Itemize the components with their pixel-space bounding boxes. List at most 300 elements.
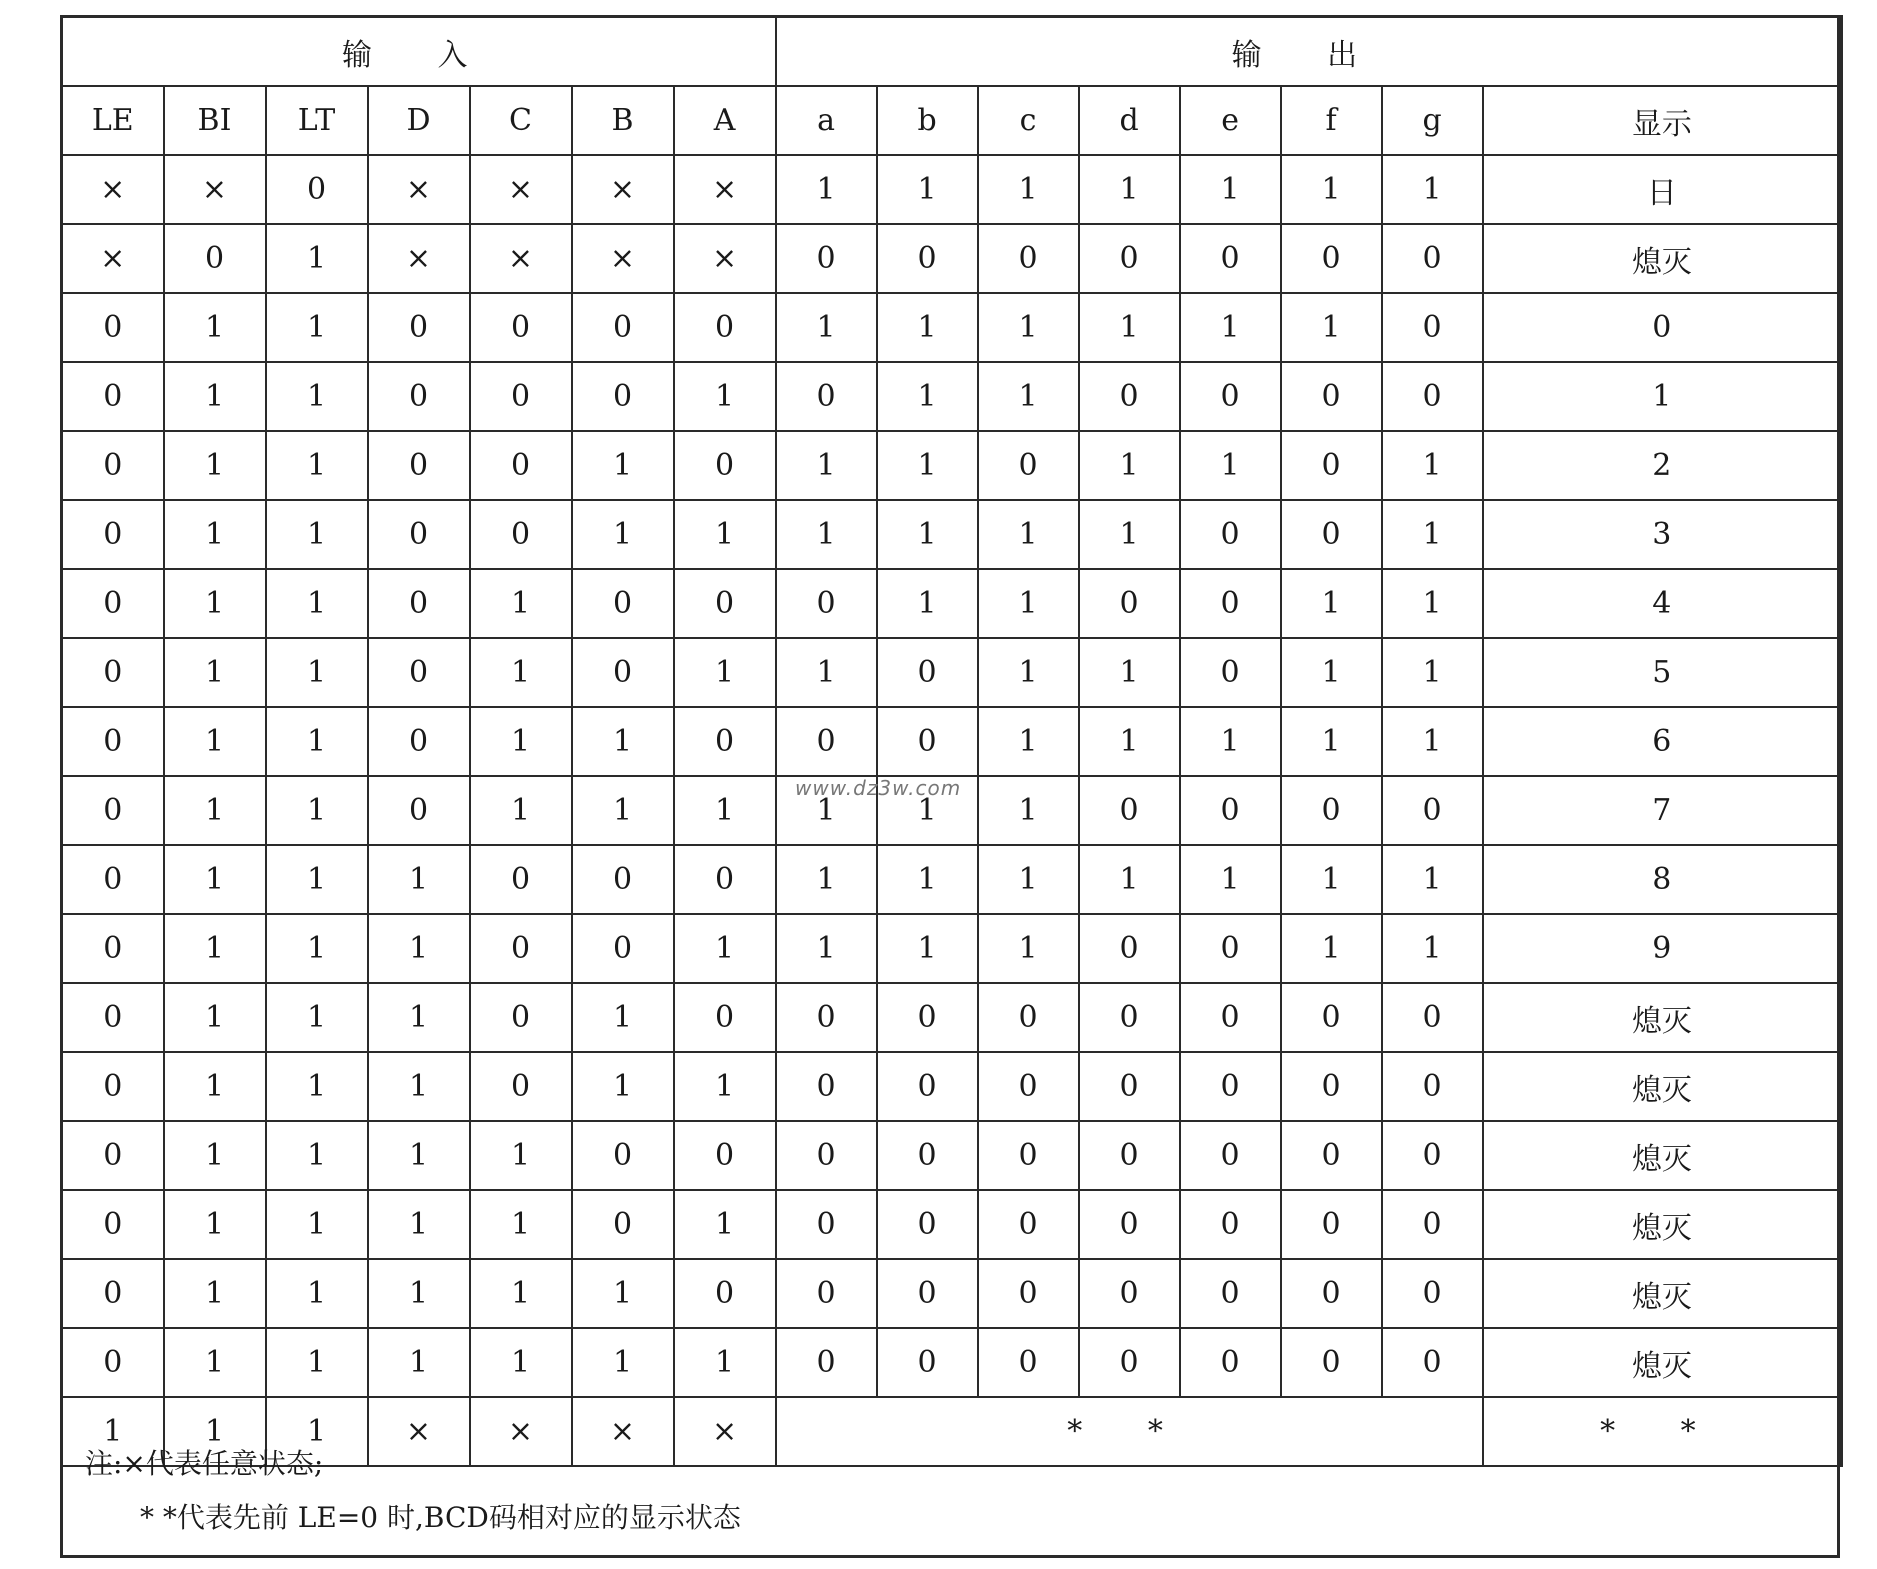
output-cell: 0	[978, 1328, 1079, 1397]
output-cell: 0	[1281, 431, 1382, 500]
output-cell: 1	[978, 638, 1079, 707]
note-line-1: 注:×代表任意状态;	[85, 1447, 324, 1480]
input-cell: ×	[572, 155, 674, 224]
input-cell: 1	[572, 983, 674, 1052]
input-cell: ×	[62, 155, 164, 224]
output-cell: 0	[1281, 1190, 1382, 1259]
input-cell: ×	[572, 224, 674, 293]
output-cell: 1	[978, 293, 1079, 362]
note-line-2: * *代表先前 LE=0 时,BCD码相对应的显示状态	[140, 1501, 741, 1534]
output-cell: 0	[1079, 224, 1180, 293]
input-cell: 0	[62, 431, 164, 500]
input-cell: 1	[164, 845, 266, 914]
output-cell: 1	[877, 500, 978, 569]
table-row	[62, 1190, 1842, 1259]
output-cell: 0	[1180, 1052, 1281, 1121]
display-cell: 熄灭	[1483, 983, 1842, 1052]
input-cell: 1	[164, 431, 266, 500]
input-cell: 1	[164, 707, 266, 776]
input-cell: 0	[368, 707, 470, 776]
input-cell: 1	[62, 1397, 164, 1466]
display-cell: 3	[1483, 500, 1842, 569]
output-cell: 1	[1079, 500, 1180, 569]
output-cell: 0	[877, 1052, 978, 1121]
display-cell: 日	[1483, 155, 1842, 224]
input-cell: 0	[62, 983, 164, 1052]
input-cell: 0	[62, 362, 164, 431]
input-cell: ×	[368, 155, 470, 224]
output-cell: 0	[1281, 500, 1382, 569]
input-cell: 0	[470, 293, 572, 362]
input-cell: 1	[674, 500, 776, 569]
output-cell: 1	[1281, 155, 1382, 224]
output-cell: 0	[1079, 1121, 1180, 1190]
input-cell: 0	[470, 845, 572, 914]
output-cell: 0	[877, 983, 978, 1052]
output-column-header: b	[877, 86, 978, 155]
output-cell: 0	[1180, 224, 1281, 293]
output-cell: 1	[1079, 845, 1180, 914]
input-cell: 1	[368, 1121, 470, 1190]
watermark-text: www.dz3w.com	[795, 776, 962, 800]
input-cell: 1	[470, 776, 572, 845]
input-cell: 1	[266, 707, 368, 776]
input-cell: 1	[266, 914, 368, 983]
display-cell: 熄灭	[1483, 1052, 1842, 1121]
output-cell: 0	[1180, 1190, 1281, 1259]
output-cell: 1	[776, 500, 877, 569]
input-cell: 1	[164, 362, 266, 431]
table-row	[62, 845, 1842, 914]
input-cell: 0	[470, 983, 572, 1052]
input-cell: 1	[368, 983, 470, 1052]
input-cell: 0	[572, 638, 674, 707]
input-cell: 0	[470, 914, 572, 983]
input-cell: 0	[674, 293, 776, 362]
table-row	[62, 224, 1842, 293]
output-cell: 0	[1180, 914, 1281, 983]
input-cell: 1	[266, 1052, 368, 1121]
output-cell: 1	[877, 155, 978, 224]
output-cell: 0	[1281, 1328, 1382, 1397]
display-cell: 7	[1483, 776, 1842, 845]
output-cell: 0	[776, 1121, 877, 1190]
output-cell: 1	[1382, 845, 1483, 914]
input-cell: 1	[164, 1328, 266, 1397]
input-cell: 1	[470, 1121, 572, 1190]
input-cell: 0	[674, 431, 776, 500]
table-row	[62, 983, 1842, 1052]
input-cell: 1	[368, 845, 470, 914]
output-cell: 1	[1382, 914, 1483, 983]
output-cell: 1	[1382, 569, 1483, 638]
output-cell: 1	[1180, 845, 1281, 914]
input-column-header: C	[470, 86, 572, 155]
output-column-header: g	[1382, 86, 1483, 155]
output-cell: 1	[1382, 707, 1483, 776]
input-column-header: D	[368, 86, 470, 155]
output-cell: 1	[776, 776, 877, 845]
output-cell: 0	[877, 224, 978, 293]
display-cell: 6	[1483, 707, 1842, 776]
input-column-header: LE	[62, 86, 164, 155]
input-cell: 1	[674, 1052, 776, 1121]
input-cell: 0	[62, 638, 164, 707]
input-cell: 1	[572, 1328, 674, 1397]
input-cell: 1	[368, 1328, 470, 1397]
output-cell: 0	[1281, 1121, 1382, 1190]
table-row	[62, 431, 1842, 500]
output-cell: 0	[1079, 1190, 1180, 1259]
output-cell: 1	[978, 914, 1079, 983]
output-cell: 1	[877, 362, 978, 431]
input-cell: 1	[674, 638, 776, 707]
output-cell: 1	[776, 638, 877, 707]
output-cell: 1	[776, 845, 877, 914]
output-cell: 1	[1180, 707, 1281, 776]
output-cell: 1	[1079, 293, 1180, 362]
output-cell: 0	[877, 1121, 978, 1190]
output-cell: 1	[877, 914, 978, 983]
display-cell: 2	[1483, 431, 1842, 500]
input-cell: 1	[266, 293, 368, 362]
input-cell: 1	[368, 1190, 470, 1259]
display-cell: 熄灭	[1483, 1259, 1842, 1328]
output-cell: 1	[877, 431, 978, 500]
output-cell: 0	[776, 362, 877, 431]
output-cell: 1	[1180, 155, 1281, 224]
input-cell: 1	[674, 776, 776, 845]
input-cell: 0	[368, 293, 470, 362]
output-cell: 0	[978, 983, 1079, 1052]
output-cell: 0	[978, 431, 1079, 500]
display-cell: 熄灭	[1483, 1121, 1842, 1190]
output-cell: 0	[1382, 1121, 1483, 1190]
column-header-row	[62, 86, 1842, 155]
output-cell: 0	[1281, 1052, 1382, 1121]
input-cell: 0	[368, 362, 470, 431]
output-cell: 0	[1180, 500, 1281, 569]
input-column-header: B	[572, 86, 674, 155]
input-cell: 0	[368, 569, 470, 638]
input-cell: 1	[368, 1052, 470, 1121]
output-cell: 0	[877, 1190, 978, 1259]
display-cell: 熄灭	[1483, 224, 1842, 293]
output-cell: 1	[1079, 638, 1180, 707]
output-cell: 0	[1180, 983, 1281, 1052]
input-cell: ×	[62, 224, 164, 293]
input-cell: 0	[572, 845, 674, 914]
input-cell: 0	[368, 776, 470, 845]
input-cell: 1	[164, 914, 266, 983]
group-header-row	[62, 17, 1842, 87]
output-cell: 0	[1281, 362, 1382, 431]
table-row	[62, 1259, 1842, 1328]
input-cell: 1	[266, 569, 368, 638]
input-cell: 1	[266, 1121, 368, 1190]
output-cell: 1	[776, 293, 877, 362]
output-column-header: f	[1281, 86, 1382, 155]
input-cell: 1	[572, 500, 674, 569]
output-cell: 0	[1079, 569, 1180, 638]
output-cell: 1	[1281, 914, 1382, 983]
input-cell: 1	[266, 362, 368, 431]
output-cell: 1	[1079, 431, 1180, 500]
output-cell: 1	[1382, 431, 1483, 500]
input-cell: 0	[62, 500, 164, 569]
output-column-header: e	[1180, 86, 1281, 155]
input-cell: 1	[572, 431, 674, 500]
input-cell: 1	[266, 224, 368, 293]
output-cell: 1	[877, 569, 978, 638]
input-cell: 0	[470, 1052, 572, 1121]
output-cell: 0	[1079, 1259, 1180, 1328]
input-cell: 1	[266, 1190, 368, 1259]
input-cell: 1	[572, 776, 674, 845]
input-cell: ×	[368, 1397, 470, 1466]
input-cell: 1	[674, 362, 776, 431]
input-cell: 1	[470, 569, 572, 638]
input-cell: 0	[470, 362, 572, 431]
input-cell: 1	[572, 1052, 674, 1121]
input-cell: 1	[164, 569, 266, 638]
input-cell: 0	[572, 914, 674, 983]
input-cell: 0	[572, 293, 674, 362]
output-cell: 0	[1382, 1190, 1483, 1259]
output-cell: 0	[1079, 1052, 1180, 1121]
display-cell: * *	[1483, 1397, 1842, 1466]
input-cell: 0	[572, 1121, 674, 1190]
input-cell: ×	[674, 1397, 776, 1466]
output-cell: 0	[776, 224, 877, 293]
input-cell: ×	[572, 1397, 674, 1466]
input-cell: 0	[572, 569, 674, 638]
output-cell: 0	[1180, 569, 1281, 638]
input-cell: 0	[62, 845, 164, 914]
output-cell: 1	[877, 776, 978, 845]
input-cell: 1	[266, 776, 368, 845]
table-row	[62, 293, 1842, 362]
output-cell: 0	[1079, 776, 1180, 845]
output-cell: 0	[1180, 1259, 1281, 1328]
output-cell: 1	[1382, 638, 1483, 707]
output-cell: 1	[877, 845, 978, 914]
input-cell: 1	[368, 914, 470, 983]
input-cell: 0	[164, 224, 266, 293]
input-column-header: A	[674, 86, 776, 155]
output-cell: 0	[978, 1190, 1079, 1259]
output-cell: 1	[1281, 845, 1382, 914]
output-cell: 0	[1180, 638, 1281, 707]
display-cell: 0	[1483, 293, 1842, 362]
table-row	[62, 569, 1842, 638]
output-cell: 1	[776, 431, 877, 500]
table-row	[62, 1121, 1842, 1190]
table-row	[62, 707, 1842, 776]
input-cell: 1	[266, 431, 368, 500]
output-cell: 1	[978, 362, 1079, 431]
input-cell: 0	[368, 431, 470, 500]
output-column-header: a	[776, 86, 877, 155]
input-cell: 1	[164, 1121, 266, 1190]
output-cell: 0	[1382, 1052, 1483, 1121]
input-cell: 1	[572, 1259, 674, 1328]
output-cell: 0	[877, 1328, 978, 1397]
output-cell: 0	[1382, 362, 1483, 431]
output-cell: 1	[978, 707, 1079, 776]
output-cell: 0	[978, 1052, 1079, 1121]
output-group-header: 输 出	[776, 17, 1842, 87]
input-cell: 1	[470, 1259, 572, 1328]
output-cell: 0	[1180, 362, 1281, 431]
input-column-header: LT	[266, 86, 368, 155]
input-cell: 0	[62, 776, 164, 845]
table-row	[62, 1052, 1842, 1121]
input-cell: 0	[62, 1190, 164, 1259]
input-cell: ×	[674, 224, 776, 293]
output-cell: 0	[776, 1190, 877, 1259]
input-cell: 0	[470, 431, 572, 500]
output-cell: 1	[978, 155, 1079, 224]
input-cell: 1	[164, 293, 266, 362]
output-cell: 0	[1382, 1328, 1483, 1397]
output-cell: 0	[1382, 224, 1483, 293]
output-cell: 0	[877, 707, 978, 776]
output-cell: 1	[776, 155, 877, 224]
output-cell: 0	[1382, 1259, 1483, 1328]
input-cell: 0	[266, 155, 368, 224]
output-cell: 0	[1382, 776, 1483, 845]
display-column-header: 显示	[1483, 86, 1842, 155]
input-cell: 1	[164, 983, 266, 1052]
input-cell: 0	[674, 569, 776, 638]
input-cell: 1	[266, 1328, 368, 1397]
table-row	[62, 638, 1842, 707]
input-cell: ×	[368, 224, 470, 293]
input-cell: 1	[470, 638, 572, 707]
input-cell: 0	[368, 500, 470, 569]
input-cell: 0	[674, 845, 776, 914]
input-cell: 0	[674, 707, 776, 776]
input-cell: 0	[368, 638, 470, 707]
output-cell: 1	[1281, 707, 1382, 776]
output-cell: 0	[776, 983, 877, 1052]
display-cell: 熄灭	[1483, 1328, 1842, 1397]
input-cell: 0	[674, 1259, 776, 1328]
input-cell: 1	[368, 1259, 470, 1328]
display-cell: 4	[1483, 569, 1842, 638]
output-cell: 0	[1079, 914, 1180, 983]
input-cell: 1	[164, 1190, 266, 1259]
input-cell: 1	[266, 500, 368, 569]
input-cell: 1	[164, 638, 266, 707]
output-cell: 0	[776, 1052, 877, 1121]
table-row	[62, 914, 1842, 983]
input-cell: ×	[164, 155, 266, 224]
input-cell: 1	[266, 983, 368, 1052]
output-cell: 0	[877, 638, 978, 707]
output-cell: 0	[1382, 983, 1483, 1052]
input-cell: 0	[470, 500, 572, 569]
output-cell: 0	[978, 224, 1079, 293]
input-cell: 0	[674, 1121, 776, 1190]
output-cell: 0	[1180, 776, 1281, 845]
merged-output-cell: * *	[776, 1397, 1483, 1466]
output-cell: 1	[978, 500, 1079, 569]
input-cell: 1	[164, 1397, 266, 1466]
input-cell: 0	[62, 914, 164, 983]
table-notes	[85, 1437, 741, 1545]
input-cell: 1	[164, 1259, 266, 1328]
output-cell: 1	[978, 569, 1079, 638]
output-cell: 1	[776, 914, 877, 983]
input-cell: 0	[62, 1052, 164, 1121]
output-cell: 1	[1180, 431, 1281, 500]
output-cell: 0	[1079, 362, 1180, 431]
input-cell: 1	[164, 776, 266, 845]
input-cell: 1	[266, 638, 368, 707]
input-cell: 1	[266, 1259, 368, 1328]
output-cell: 1	[978, 845, 1079, 914]
input-group-header: 输 入	[62, 17, 776, 87]
display-cell: 5	[1483, 638, 1842, 707]
input-cell: 1	[470, 1328, 572, 1397]
output-cell: 0	[978, 1121, 1079, 1190]
output-cell: 0	[1180, 1328, 1281, 1397]
input-cell: ×	[470, 224, 572, 293]
output-cell: 1	[877, 293, 978, 362]
output-cell: 0	[1180, 1121, 1281, 1190]
input-cell: 1	[470, 707, 572, 776]
output-cell: 1	[1079, 707, 1180, 776]
output-cell: 1	[1180, 293, 1281, 362]
table-row	[62, 500, 1842, 569]
output-cell: 1	[1382, 155, 1483, 224]
output-cell: 0	[1382, 293, 1483, 362]
display-cell: 8	[1483, 845, 1842, 914]
output-cell: 0	[776, 1328, 877, 1397]
output-column-header: d	[1079, 86, 1180, 155]
input-cell: 0	[62, 1121, 164, 1190]
input-cell: 0	[62, 1259, 164, 1328]
input-cell: 0	[572, 362, 674, 431]
output-cell: 1	[1281, 293, 1382, 362]
output-cell: 0	[1079, 1328, 1180, 1397]
table-row	[62, 362, 1842, 431]
output-cell: 1	[1079, 155, 1180, 224]
output-cell: 0	[776, 1259, 877, 1328]
table-row	[62, 1328, 1842, 1397]
display-cell: 9	[1483, 914, 1842, 983]
output-cell: 1	[1281, 569, 1382, 638]
output-cell: 0	[776, 707, 877, 776]
input-cell: 1	[266, 1397, 368, 1466]
output-cell: 0	[1079, 983, 1180, 1052]
input-cell: 1	[164, 1052, 266, 1121]
input-cell: 0	[674, 983, 776, 1052]
input-cell: 1	[572, 707, 674, 776]
input-cell: 1	[674, 914, 776, 983]
input-cell: 0	[62, 569, 164, 638]
input-cell: 1	[674, 1190, 776, 1259]
output-cell: 1	[978, 776, 1079, 845]
input-cell: 1	[470, 1190, 572, 1259]
truth-table	[60, 15, 1843, 1467]
output-cell: 1	[1281, 638, 1382, 707]
input-cell: 1	[266, 845, 368, 914]
input-cell: ×	[470, 155, 572, 224]
output-cell: 0	[776, 569, 877, 638]
